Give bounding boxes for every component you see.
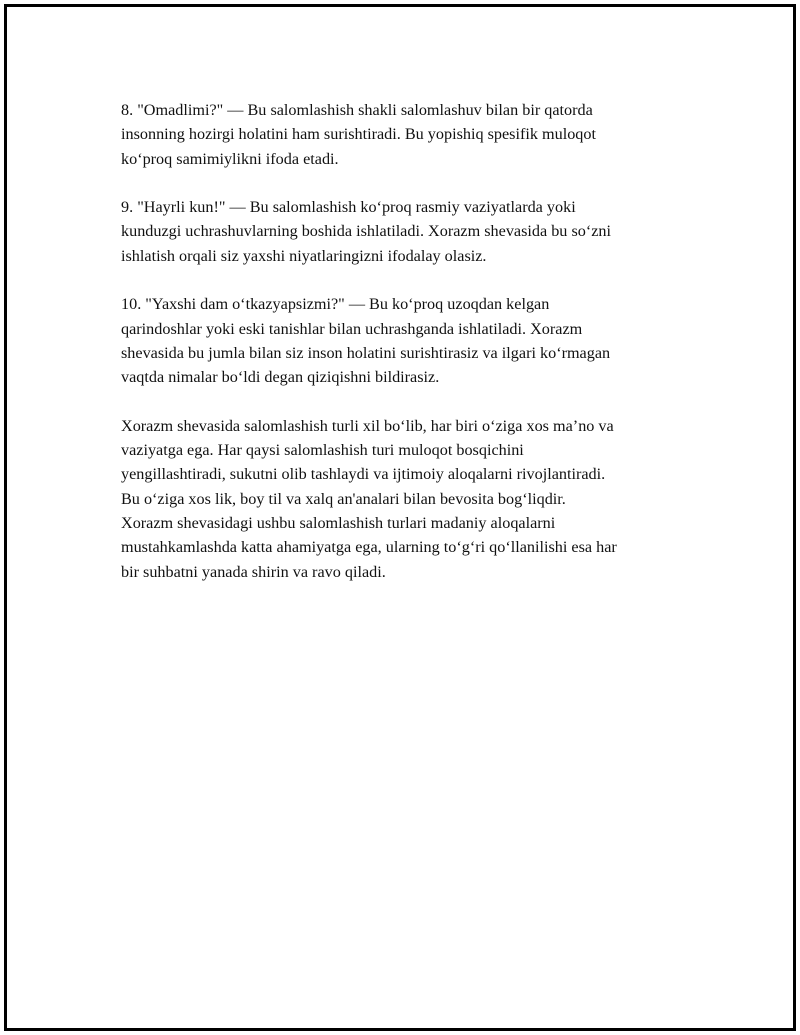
paragraph-9 (121, 195, 696, 268)
text-line: Bu o‘ziga xos lik, boy til va xalq an'analari bilan bevosita bog‘liqdir. (121, 489, 566, 508)
text-line: insonning hozirgi holatini ham surishtiradi. Bu yopishiq spesifik muloqot (121, 125, 596, 144)
text-line: kunduzgi uchrashuvlarning boshida ishlatiladi. Xorazm shevasida bu so‘zni (121, 222, 612, 241)
text-line: 9. "Hayrli kun!" — Bu salomlashish ko‘proq rasmiy vaziyatlarda yoki (121, 198, 576, 217)
paragraph-conclusion (121, 414, 696, 584)
text-line: shevasida bu jumla bilan siz inson holatini surishtirasiz va ilgari ko‘rmagan (121, 343, 611, 362)
text-line: Xorazm shevasida salomlashish turli xil bo‘lib, har biri o‘ziga xos ma’no va (121, 416, 614, 435)
paragraph-8 (121, 98, 696, 171)
text-line: vaziyatga ega. Har qaysi salomlashish turi muloqot bosqichini (121, 441, 524, 460)
paragraph-10 (121, 292, 696, 389)
text-line: ishlatish orqali siz yaxshi niyatlaringizni ifodalay olasiz. (121, 246, 487, 265)
text-line: mustahkamlashda katta ahamiyatga ega, ularning to‘g‘ri qo‘llanilishi esa har (121, 538, 617, 557)
document-body (121, 98, 696, 584)
document-page (4, 4, 796, 1031)
text-line: vaqtda nimalar bo‘ldi degan qiziqishni bildirasiz. (121, 368, 440, 387)
text-line: 10. "Yaxshi dam o‘tkazyapsizmi?" — Bu ko‘proq uzoqdan kelgan (121, 295, 550, 314)
text-line: 8. "Omadlimi?" — Bu salomlashish shakli salomlashuv bilan bir qatorda (121, 101, 593, 119)
text-line: ko‘proq samimiylikni ifoda etadi. (121, 149, 339, 168)
text-line: qarindoshlar yoki eski tanishlar bilan uchrashganda ishlatiladi. Xorazm (121, 319, 583, 338)
text-line: yengillashtiradi, sukutni olib tashlaydi va ijtimoiy aloqalarni rivojlantiradi. (121, 465, 606, 484)
text-line: Xorazm shevasidagi ushbu salomlashish turlari madaniy aloqalarni (121, 514, 556, 533)
text-line: bir suhbatni yanada shirin va ravo qiladi. (121, 562, 386, 581)
